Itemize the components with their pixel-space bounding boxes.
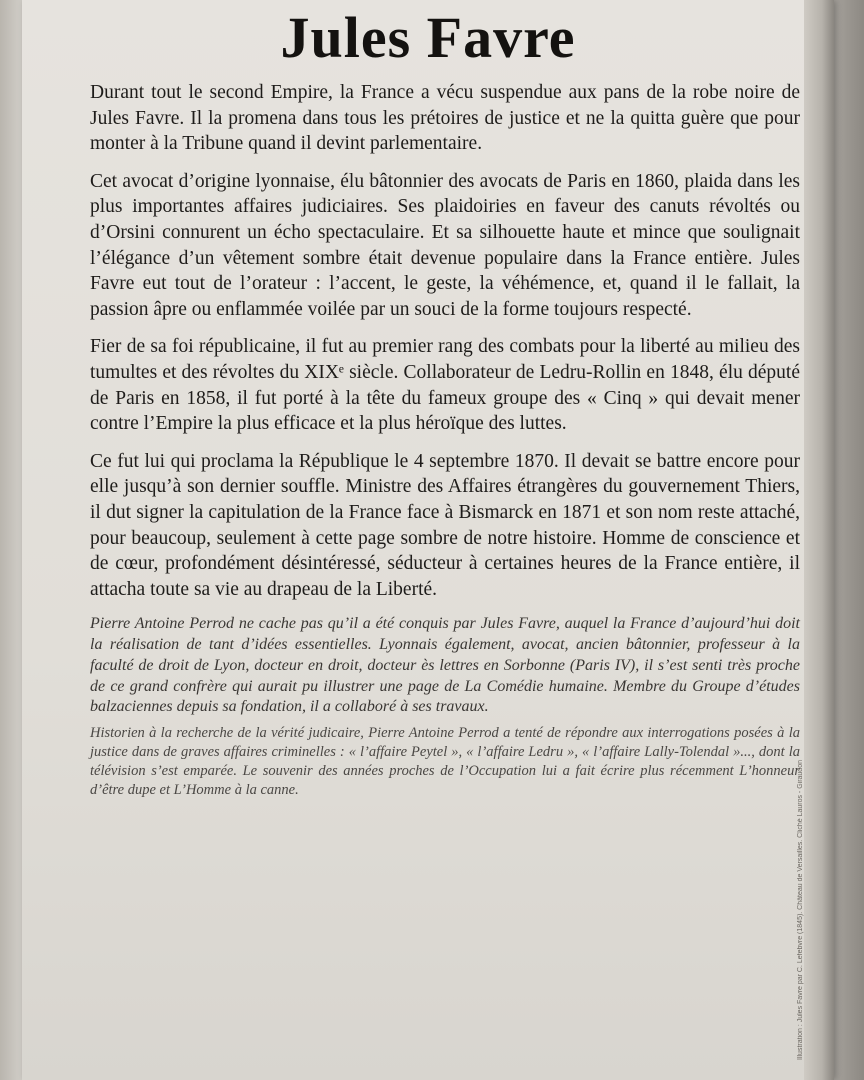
author-works: Historien à la recherche de la vérité judicaire, Pierre Antoine Perrod a tenté de répondre aux interrogations posées à la justice dans de graves affaires criminelles : « l’affaire Peytel », « l’affaire Ledru », « l’affaire Lally-Tolendal »..., dont la télévision s’est emparée. Le souvenir des années proches de l’Occupation lui a fait écrire plus récemment L’honneur d’être dupe et L’Homme à la canne. bbox=[90, 725, 800, 799]
book-title: Jules Favre bbox=[280, 5, 576, 70]
author-bio: Pierre Antoine Perrod ne cache pas qu’il a été conquis par Jules Favre, auquel la France d’aujourd’hui doit la réalisation de tant d’idées essentielles. Lyonnais également, avocat, ancien bâtonnier, professeur à la faculté de droit de Lyon, docteur en droit, docteur ès lettres en Sorbonne (Paris IV), il s’est senti très proche de ce grand confrère qui aurait pu illustrer une page de La Comédie humaine. Membre du Groupe d’études balzaciennes depuis sa fondation, il a collaboré à ses travaux. bbox=[90, 615, 800, 716]
back-cover bbox=[22, 0, 834, 1080]
illustration-credit: Illustration : Jules Favre par C. Lefebvre (1845). Château de Versailles. Cliché Lauros - Giraudon bbox=[797, 760, 804, 1060]
paragraph-2: Cet avocat d’origine lyonnaise, élu bâtonnier des avocats de Paris en 1860, plaida dans les plus importantes affaires judiciaires. Ses plaidoiries en faveur des canuts révoltés ou d’Orsini connurent un écho spectaculaire. Et sa silhouette haute et mince que soulignait l’élégance d’un vêtement sombre était devenue populaire dans la France entière. Jules Favre eut tout de l’orateur : l’accent, le geste, la véhémence, et, quand il le fallait, la passion âpre ou enflammée voilée par un souci de la forme toujours respecté. bbox=[90, 170, 800, 320]
cover-edge bbox=[804, 0, 834, 1080]
blurb bbox=[90, 80, 800, 800]
paragraph-3: Fier de sa foi républicaine, il fut au premier rang des combats pour la liberté au milieu des tumultes et des révoltes du XIXᵉ siècle. Collaborateur de Ledru-Rollin en 1848, élu député de Paris en 1858, il fut porté à la tête du fameux groupe des « Cinq » qui devait mener contre l’Empire la plus efficace et la plus héroïque des luttes. bbox=[90, 336, 800, 435]
paragraph-1: Durant tout le second Empire, la France a vécu suspendue aux pans de la robe noire de Jules Favre. Il la promena dans tous les prétoires de justice et ne la quitta guère que pour monter à la Tribune quand il devint parlementaire. bbox=[90, 82, 800, 155]
paragraph-4: Ce fut lui qui proclama la République le 4 septembre 1870. Il devait se battre encore pour elle jusqu’à son dernier souffle. Ministre des Affaires étrangères du gouvernement Thiers, il dut signer la capitulation de la France face à Bismarck en 1871 et son nom reste attaché, pour beaucoup, seulement à cette page sombre de notre histoire. Homme de conscience et de cœur, profondément désintéressé, séducteur à certaines heures de la France entière, il attacha toute sa vie au drapeau de la Liberté. bbox=[90, 450, 800, 600]
